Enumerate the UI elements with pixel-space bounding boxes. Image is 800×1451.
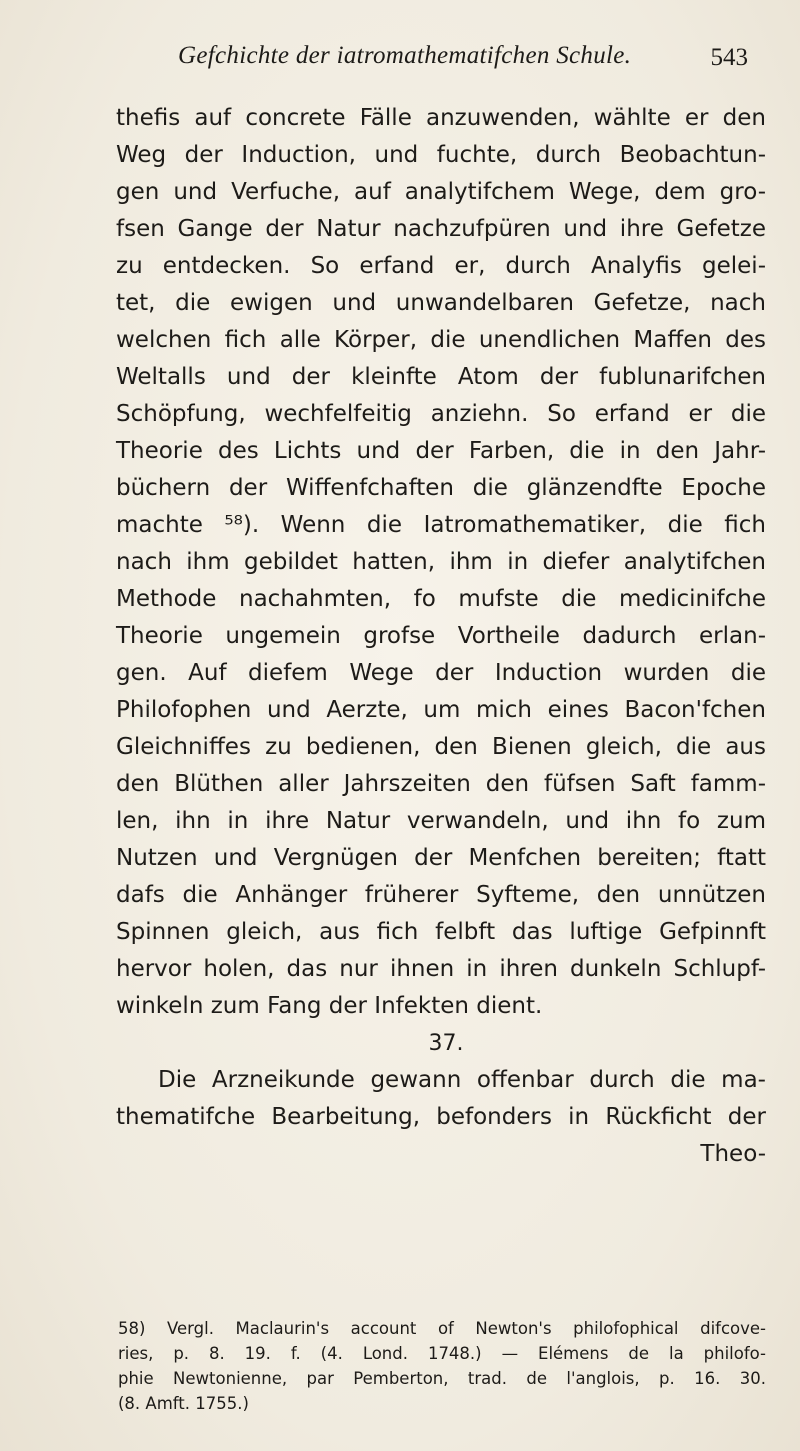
text-line: Die Arzneikunde gewann offenbar durch die ma- [158, 1067, 766, 1093]
catchword: Theo- [700, 1141, 766, 1167]
text-line: Spinnen gleich, aus fich felbft das luftige Gefpinnft [116, 919, 766, 945]
text-line: Nutzen und Vergnügen der Menfchen bereiten; ftatt [116, 845, 766, 871]
text-line: winkeln zum Fang der Infekten dient. [116, 993, 543, 1019]
text-line: machte ⁵⁸). Wenn die Iatromathematiker, die fich [116, 512, 766, 538]
text-line: thefis auf concrete Fälle anzuwenden, wählte er den [116, 105, 766, 131]
text-line: den Blüthen aller Jahrszeiten den füfsen Saft famm- [116, 771, 766, 797]
text-line: welchen fich alle Körper, die unendlichen Maffen des [116, 327, 766, 353]
footnote-line: phie Newtonienne, par Pemberton, trad. de l'anglois, p. 16. 30. [118, 1369, 766, 1388]
text-line: len, ihn in ihre Natur verwandeln, und ihn fo zum [116, 808, 766, 834]
footnote-line: 58) Vergl. Maclaurin's account of Newton's philofophical difcove- [118, 1319, 766, 1338]
text-line: fsen Gange der Natur nachzufpüren und ihre Gefetze [116, 216, 766, 242]
text-line: gen. Auf diefem Wege der Induction wurden die [116, 660, 766, 686]
text-line: Gleichniffes zu bedienen, den Bienen gleich, die aus [116, 734, 766, 760]
text-line: Methode nachahmten, fo mufste die medicinifche [116, 586, 766, 612]
text-line: Philofophen und Aerzte, um mich eines Bacon'fchen [116, 697, 766, 723]
footnote-line: ries, p. 8. 19. f. (4. Lond. 1748.) — Elémens de la philofo- [118, 1344, 766, 1363]
text-line: nach ihm gebildet hatten, ihm in diefer analytifchen [116, 549, 766, 575]
text-line: Weltalls und der kleinfte Atom der fublunarifchen [116, 364, 766, 390]
text-line: gen und Verfuche, auf analytifchem Wege, dem gro- [116, 179, 766, 205]
main-text [116, 100, 766, 1173]
text-line: Weg der Induction, und fuchte, durch Beobachtun- [116, 142, 766, 168]
text-line: hervor holen, das nur ihnen in ihren dunkeln Schlupf- [116, 956, 766, 982]
text-line: Schöpfung, wechfelfeitig anziehn. So erfand er die [116, 401, 766, 427]
text-line: dafs die Anhänger früherer Syfteme, den unnützen [116, 882, 766, 908]
footnote [118, 1316, 766, 1416]
section-number: 37. [428, 1031, 464, 1056]
page-number: 543 [710, 44, 748, 71]
footnote-line: (8. Amft. 1755.) [118, 1394, 249, 1413]
text-line: Theorie des Lichts und der Farben, die in den Jahr- [116, 438, 766, 464]
running-title: Gefchichte der iatromathematifchen Schule. [178, 42, 632, 69]
running-header [168, 42, 748, 82]
text-line: zu entdecken. So erfand er, durch Analyfis gelei- [116, 253, 766, 279]
text-line: thematifche Bearbeitung, befonders in Rückficht der [116, 1104, 766, 1130]
text-line: büchern der Wiffenfchaften die glänzendfte Epoche [116, 475, 766, 501]
text-line: tet, die ewigen und unwandelbaren Gefetze, nach [116, 290, 766, 316]
text-line: Theorie ungemein grofse Vortheile dadurch erlan- [116, 623, 766, 649]
